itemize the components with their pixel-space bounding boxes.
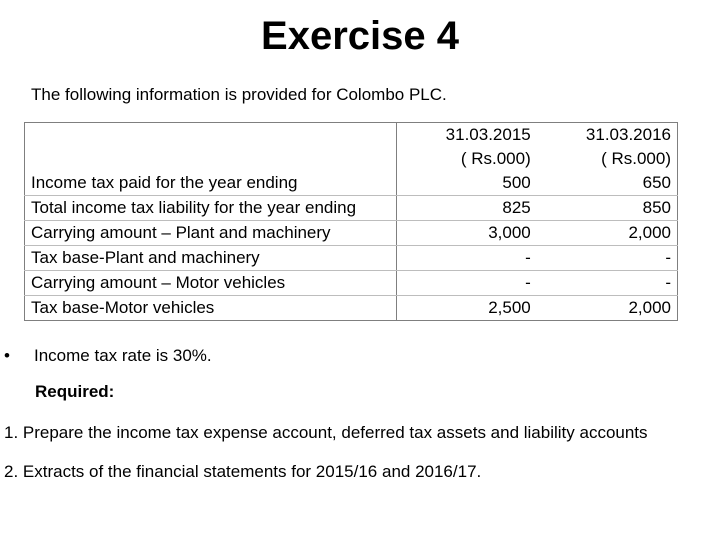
header-2016-date: 31.03.2016 <box>585 125 671 144</box>
header-2016-cell <box>537 123 678 196</box>
table-row <box>25 271 678 296</box>
row-label: Tax base-Motor vehicles <box>25 296 397 321</box>
intro-text: The following information is provided for Colombo PLC. <box>31 85 447 104</box>
header-2015-unit: ( Rs.000) <box>460 149 531 168</box>
task-item: 1. Prepare the income tax expense account, deferred tax assets and liability accounts <box>4 423 648 442</box>
row-label: Carrying amount – Motor vehicles <box>25 271 397 296</box>
row-label: Carrying amount – Plant and machinery <box>25 221 397 246</box>
value-2015: - <box>396 271 537 296</box>
bullet-text: Income tax rate is 30%. <box>34 346 212 365</box>
table-row <box>25 246 678 271</box>
header-2015-date: 31.03.2015 <box>445 125 531 144</box>
header-label-cell <box>25 123 397 196</box>
value-2015: - <box>396 246 537 271</box>
bullet-icon: • <box>4 346 10 365</box>
table-row <box>25 296 678 321</box>
table-row <box>25 221 678 246</box>
value-2016: 850 <box>537 196 678 221</box>
row-label: Income tax paid for the year ending <box>31 173 298 192</box>
row-label: Tax base-Plant and machinery <box>25 246 397 271</box>
value-2015: 3,000 <box>396 221 537 246</box>
value-2016: 2,000 <box>537 296 678 321</box>
value-2015: 825 <box>396 196 537 221</box>
value-2015: 2,500 <box>396 296 537 321</box>
header-2016-unit: ( Rs.000) <box>601 149 671 168</box>
task-item: 2. Extracts of the financial statements for 2015/16 and 2016/17. <box>4 462 482 481</box>
value-2016: - <box>537 246 678 271</box>
required-heading: Required: <box>35 382 115 401</box>
table-row <box>25 196 678 221</box>
bullet-point <box>4 345 212 367</box>
page-title: Exercise 4 <box>261 14 459 58</box>
info-table <box>24 122 678 321</box>
header-2015-cell <box>396 123 537 196</box>
value-2016: - <box>537 271 678 296</box>
value-2016: 650 <box>642 173 671 192</box>
row-label: Total income tax liability for the year ending <box>25 196 397 221</box>
table-header-row <box>25 123 678 196</box>
value-2016: 2,000 <box>537 221 678 246</box>
value-2015: 500 <box>502 173 531 192</box>
